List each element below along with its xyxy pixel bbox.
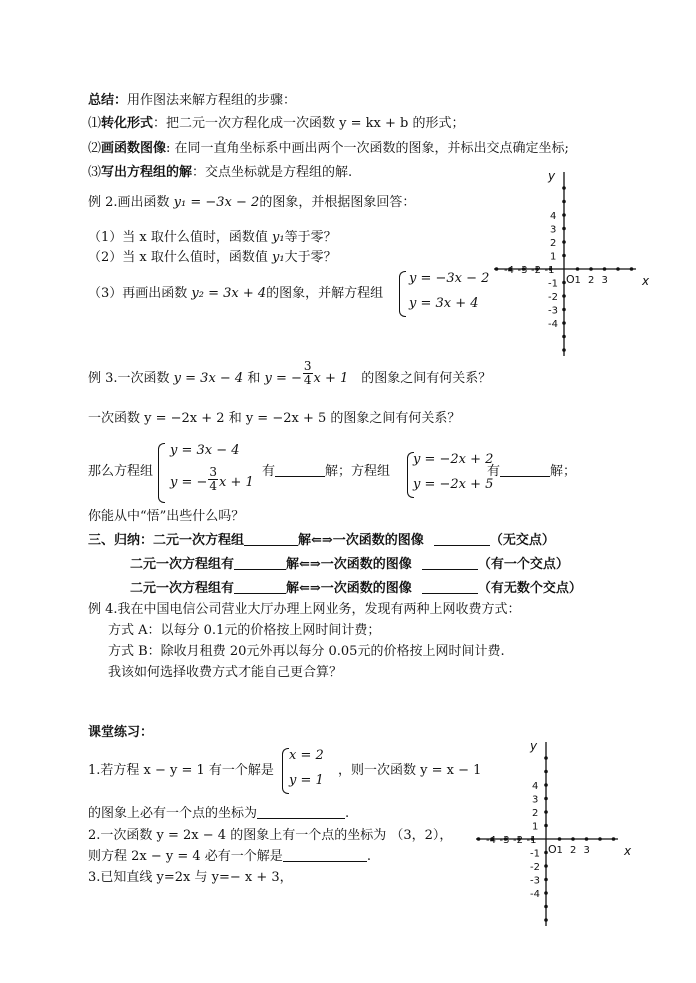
y-dot <box>544 864 548 868</box>
y-dot <box>562 335 566 339</box>
origin-label: O <box>566 273 575 286</box>
origin-label: O <box>548 843 557 856</box>
system-brace <box>158 443 165 503</box>
answer-blank[interactable] <box>234 557 286 570</box>
answer-blank[interactable] <box>422 581 478 594</box>
x-tick-label: -3 <box>517 265 528 276</box>
y-tick-label: -4 <box>530 889 540 900</box>
y-tick-label: 3 <box>550 224 557 236</box>
y-axis-label: y <box>548 169 556 183</box>
y-tick-label: -2 <box>530 862 540 873</box>
summary-heading: 总结：用作图法来解方程组的步骤： <box>88 93 297 108</box>
system-row-1: x = 2 <box>289 748 324 763</box>
summary-step-1: ⑴转化形式：把二元一次方程化成一次函数 y = kx + b 的形式； <box>88 116 465 131</box>
x-dot <box>612 837 616 841</box>
practice-heading: 课堂练习： <box>88 725 154 740</box>
answer-blank[interactable] <box>244 533 298 546</box>
x-tick-label: 2 <box>588 275 595 286</box>
y-dot <box>544 891 548 895</box>
example2-question-1: （1）当 x 取什么值时，函数值 y₁等于零？ <box>88 230 337 245</box>
y-dot <box>562 254 566 258</box>
x-tick-label: -4 <box>486 835 496 846</box>
practice-2: 2.一次函数 y = 2x − 4 的图象上有一个点的坐标为 （3，2）， <box>88 828 453 843</box>
example3-answer-1: 有 解；方程组 <box>262 464 391 479</box>
x-dot <box>576 267 580 271</box>
example3-line-2: 一次函数 y = −2x + 2 和 y = −2x + 5 的图象之间有何关系？ <box>88 411 461 426</box>
coordinate-grid-2 <box>468 738 638 933</box>
answer-blank[interactable] <box>234 581 286 594</box>
summary-step-3: ⑶写出方程组的解：交点坐标就是方程组的解. <box>88 165 353 180</box>
y-dot <box>544 770 548 774</box>
system-row-2: y = 1 <box>289 773 324 788</box>
y-tick-label: 4 <box>550 211 557 222</box>
system-row-1: y = −2x + 2 <box>413 452 494 467</box>
example4-prompt: 例 4.我在中国电信公司营业大厅办理上网业务，发现有两种上网收费方式： <box>88 602 521 617</box>
y-tick-label: 1 <box>550 251 557 263</box>
example2-prompt: 例 2.画出函数 y₁ = −3x − 2的图象，并根据图象回答： <box>88 195 416 210</box>
example3-system-lead: 那么方程组 <box>88 464 154 479</box>
x-axis-label: x <box>624 844 632 858</box>
y-dot <box>562 240 566 244</box>
y-dot <box>562 186 566 190</box>
y-dot <box>544 905 548 909</box>
x-tick-label: -1 <box>544 265 555 276</box>
system-row-1: y = 3x − 4 <box>170 443 240 458</box>
answer-blank[interactable] <box>422 557 478 570</box>
x-dot <box>585 837 589 841</box>
system-row-1: y = −3x − 2 <box>409 271 490 286</box>
y-dot <box>562 213 566 217</box>
practice-3: 3.已知直线 y=2x 与 y=− x + 3， <box>88 870 293 885</box>
example3-insight: 你能从中“悟”出些什么吗？ <box>88 509 245 524</box>
practice-1-function: ，则一次函数 y = x − 1 <box>338 763 482 778</box>
y-tick-label: 1 <box>532 821 539 833</box>
x-dot <box>477 837 481 841</box>
practice-1: 1.若方程 x − y = 1 有一个解是 <box>88 763 274 778</box>
answer-blank[interactable] <box>257 806 345 819</box>
x-dot <box>616 267 620 271</box>
y-dot <box>544 797 548 801</box>
x-dot <box>598 837 602 841</box>
y-tick-label: -1 <box>530 848 540 860</box>
example4-question: 我该如何选择收费方式才能自己更合算？ <box>108 665 343 680</box>
y-tick-label: -3 <box>548 305 558 317</box>
example3-answer-2: 有 解； <box>487 464 577 479</box>
x-tick-label: 2 <box>570 845 577 856</box>
x-tick-label: -2 <box>531 265 541 276</box>
y-dot <box>562 348 566 352</box>
y-dot <box>544 783 548 787</box>
system-brace <box>399 271 406 317</box>
y-dot <box>562 321 566 325</box>
x-tick-label: -3 <box>499 835 510 846</box>
example2-question-3: （3）再画出函数 y₂ = 3x + 4的图象，并解方程组 <box>88 286 384 301</box>
x-axis-label: x <box>642 274 650 288</box>
x-dot <box>558 837 562 841</box>
y-dot <box>544 918 548 922</box>
y-tick-label: 3 <box>532 794 539 806</box>
y-dot <box>562 200 566 204</box>
y-dot <box>562 294 566 298</box>
y-dot <box>562 308 566 312</box>
y-tick-label: 4 <box>532 781 539 792</box>
y-tick-label: 2 <box>532 808 539 819</box>
x-dot <box>589 267 593 271</box>
conclusion-row-2: 二元一次方程组有 解⇐⇒一次函数的图像 （有一个交点） <box>130 557 569 572</box>
x-dot <box>630 267 634 271</box>
y-dot <box>544 810 548 814</box>
practice-2-line-2: 则方程 2x − y = 4 必有一个解是 . <box>88 849 371 864</box>
x-tick-label: 3 <box>601 275 608 286</box>
example2-question-2: （2）当 x 取什么值时，函数值 y₁大于零？ <box>88 250 337 265</box>
y-tick-label: 2 <box>550 238 557 249</box>
conclusion-row-3: 二元一次方程组有 解⇐⇒一次函数的图像 （有无数个交点） <box>130 581 582 596</box>
y-tick-label: -2 <box>548 292 558 303</box>
y-tick-label: -4 <box>548 319 558 330</box>
system-row-2: y = −2x + 5 <box>413 477 494 492</box>
y-dot <box>562 227 566 231</box>
x-tick-label: 1 <box>556 845 563 856</box>
example3-prompt: 例 3.一次函数 y = 3x − 4 和 y = − $\frac{3}{4}$ x + 1 的图象之间有何关系？ <box>88 359 492 387</box>
x-tick-label: 3 <box>583 845 590 856</box>
y-tick-label: -3 <box>530 875 540 887</box>
y-axis-label: y <box>530 739 538 753</box>
answer-blank[interactable] <box>283 849 367 862</box>
conclusion-row-1: 三、归纳：二元一次方程组 解⇐⇒一次函数的图像 （无交点） <box>88 533 555 548</box>
x-dot <box>603 267 607 271</box>
coordinate-grid-1 <box>486 168 656 363</box>
system-brace <box>282 748 289 794</box>
y-dot <box>544 756 548 760</box>
x-tick-label: 1 <box>574 275 581 286</box>
summary-step-2: ⑵画函数图像: 在同一直角坐标系中画出两个一次函数的图象，并标出交点确定坐标; <box>88 141 569 156</box>
x-tick-label: -2 <box>513 835 523 846</box>
system-row-2: y = − $\frac{3}{4}$ x + 1 <box>170 465 254 493</box>
y-dot <box>544 824 548 828</box>
answer-blank[interactable] <box>500 464 550 477</box>
answer-blank[interactable] <box>275 464 325 477</box>
x-tick-label: -4 <box>504 265 514 276</box>
system-row-2: y = 3x + 4 <box>409 296 479 311</box>
x-dot <box>571 837 575 841</box>
y-tick-label: -1 <box>548 278 558 290</box>
example4-option-a: 方式 A：以每分 0.1元的价格按上网时间计费； <box>108 623 381 638</box>
answer-blank[interactable] <box>434 533 490 546</box>
x-dot <box>495 267 499 271</box>
x-tick-label: -1 <box>526 835 537 846</box>
practice-1-line-2: 的图象上必有一个点的坐标为 . <box>88 806 350 821</box>
y-dot <box>544 878 548 882</box>
example4-option-b: 方式 B：除收月租费 20元外再以每分 0.05元的价格按上网时间计费. <box>108 644 505 659</box>
